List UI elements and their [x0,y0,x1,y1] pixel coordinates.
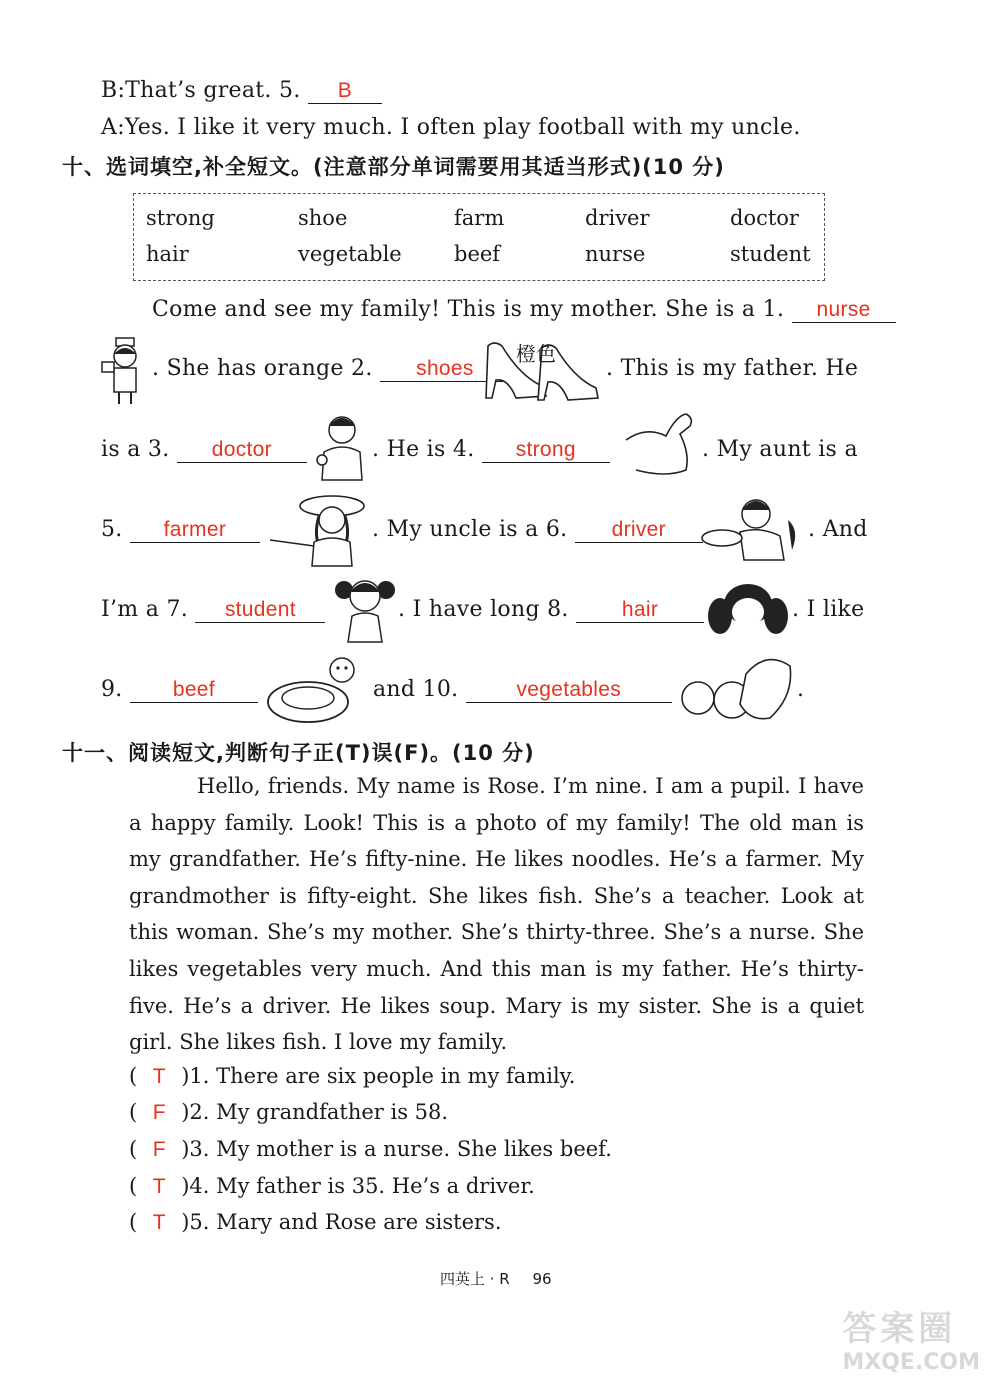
answer-blank-9 [130,678,258,703]
answer-2: shoes [416,357,474,380]
long-hair-illustration [706,578,790,640]
answer-blank-10 [466,678,672,703]
cloze-text: . My uncle is a 6. [372,517,568,542]
cloze-text: . I have long 8. [398,597,569,622]
answer-4: strong [515,438,576,461]
answer-8: hair [621,598,659,621]
cloze-line-4c: . And [808,517,868,542]
tf-answer-2: F [152,1101,166,1124]
word-bank-item: student [730,242,811,266]
cloze-line-6c: . [797,677,805,702]
cloze-line-5 [101,597,325,623]
reading-passage [129,768,864,1061]
answer-3: doctor [211,438,272,461]
word-bank-item: farm [454,206,505,230]
prev-line-1-text: B:That’s great. 5. [101,78,301,103]
word-bank-box [133,193,825,281]
prev-line-2: A:Yes. I like it very much. I often play football with my uncle. [101,115,801,140]
cloze-line-5c: . I like [792,597,865,622]
section11-heading: 十一、阅读短文,判断句子正(T)误(F)。(10 分) [62,741,535,765]
doctor-illustration [312,412,368,482]
cloze-text: 5. [101,517,123,542]
word-bank-item: driver [585,206,650,230]
word-bank-item: strong [146,206,215,230]
tf-question-1: ( T )1. There are six people in my family. [129,1064,576,1088]
cloze-text: Come and see my family! This is my mother. She is a 1. [152,297,785,322]
watermark [842,1301,980,1375]
shoe-color-label: 橙色 [516,342,556,366]
watermark-line-2: MXQE.COM [842,1350,980,1375]
tf-question-text: )4. My father is 35. He’s a driver. [181,1174,535,1198]
answer-9: beef [172,678,215,701]
cloze-line-5b [398,597,704,623]
cloze-line-6b [373,677,672,703]
tf-question-text: )5. Mary and Rose are sisters. [181,1210,502,1234]
word-bank-item: nurse [585,242,646,266]
word-bank-item: beef [454,242,501,266]
page-footer [440,1268,552,1289]
cloze-line-1 [152,297,896,323]
answer-blank-5b [130,518,260,543]
tf-question-text: )2. My grandfather is 58. [181,1100,449,1124]
answer-blank-5 [308,79,382,104]
section10-heading: 十、选词填空,补全短文。(注意部分单词需要用其适当形式)(10 分) [62,155,725,179]
cloze-text: and 10. [373,677,459,702]
beef-plate-illustration [266,654,364,726]
nurse-illustration [100,336,152,406]
cloze-line-3b [372,437,610,463]
cloze-text: . She has orange 2. [152,356,373,381]
farmer-illustration [262,490,372,568]
tf-question-5: ( T )5. Mary and Rose are sisters. [129,1210,502,1234]
cloze-line-3c: . My aunt is a [702,437,858,462]
tf-question-text: )1. There are six people in my family. [181,1064,576,1088]
answer-blank-6 [575,518,703,543]
answer-5: B [337,79,353,102]
word-bank-item: vegetable [298,242,402,266]
watermark-line-1: 答案圈 [842,1309,957,1349]
tf-question-text: )3. My mother is a nurse. She likes beef. [181,1137,612,1161]
tf-question-2: ( F )2. My grandfather is 58. [129,1100,449,1124]
tf-answer-3: F [152,1138,166,1161]
footer-label: 四英上 · R [440,1270,510,1288]
tf-answer-4: T [152,1175,166,1198]
answer-10: vegetables [516,678,622,701]
answer-1: nurse [816,298,871,321]
prev-line-1 [101,78,382,104]
word-bank-item: hair [146,242,189,266]
reading-passage-text: Hello, friends. My name is Rose. I’m nine. I am a pupil. I have a happy family. Look! This is a photo of my family! The old man is my grandfather. He’s fifty-nine. He likes noodles. He’s a farmer. My grandmother is fifty-eight. She likes fish. She’s a teacher. Look at this woman. She’s my mother. She’s thirty-three. She’s a nurse. She likes vegetables very much. And this man is my father. He’s thirty-five. He’s a driver. He likes soup. Mary is my sister. She is a quiet girl. She likes fish. I love my family. [129,774,864,1055]
tf-answer-5: T [152,1211,166,1234]
answer-blank-4 [482,438,610,463]
cloze-line-4b [372,517,703,543]
cloze-line-6 [101,677,258,703]
tf-question-3: ( F )3. My mother is a nurse. She likes beef. [129,1137,612,1161]
answer-blank-8 [576,598,704,623]
cloze-line-2b: . This is my father. He [606,356,859,381]
cloze-text: I’m a 7. [101,597,189,622]
student-girl-illustration [334,572,396,646]
answer-7: student [224,598,296,621]
answer-5b: farmer [163,518,227,541]
cloze-text: 9. [101,677,123,702]
answer-blank-7 [195,598,325,623]
word-bank-item: shoe [298,206,348,230]
answer-blank-1 [792,298,896,323]
answer-blank-3 [177,438,307,463]
tf-question-4: ( T )4. My father is 35. He’s a driver. [129,1174,535,1198]
cloze-line-2 [152,356,510,382]
cloze-line-3 [101,437,307,463]
page-number: 96 [532,1270,552,1288]
tf-answer-1: T [152,1065,166,1088]
vegetables-illustration [676,652,796,724]
driver-illustration [696,490,806,568]
cloze-line-4 [101,517,260,543]
cloze-text: is a 3. [101,437,170,462]
strong-arm-illustration [622,410,698,482]
answer-6: driver [611,518,666,541]
word-bank-item: doctor [730,206,799,230]
cloze-text: . He is 4. [372,437,475,462]
